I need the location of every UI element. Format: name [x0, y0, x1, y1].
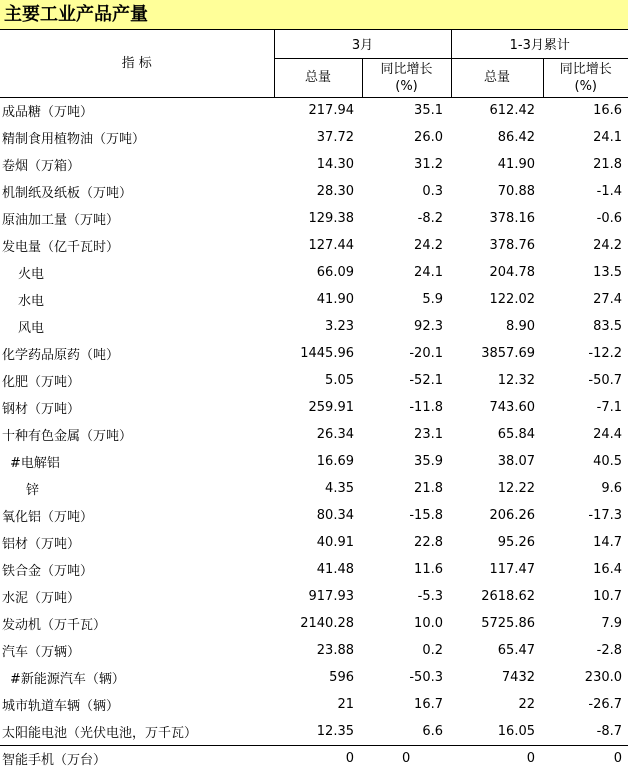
- table-row: [0, 529, 628, 556]
- row-march-yoy: 21.8: [414, 481, 443, 496]
- row-march-yoy: -52.1: [409, 373, 443, 388]
- row-cum-yoy: -12.2: [588, 346, 623, 361]
- row-cum-total: 16.05: [497, 723, 535, 739]
- row-cum-yoy: -26.7: [588, 697, 623, 712]
- row-march-total: 66.09: [316, 265, 354, 280]
- row-march-total: 37.72: [316, 130, 354, 145]
- row-march-total: 41.48: [316, 562, 354, 577]
- row-cum-yoy: 14.7: [593, 535, 623, 550]
- header-cum-yoy-label: 同比增长: [559, 61, 612, 77]
- row-march-yoy: -11.8: [409, 400, 443, 415]
- table-row: [0, 691, 628, 718]
- table-row: [0, 286, 628, 313]
- row-march-yoy: -20.1: [409, 346, 443, 361]
- row-cum-yoy: 7.9: [601, 616, 623, 631]
- row-cum-total: 12.22: [497, 481, 535, 496]
- header-cum-yoy: [543, 58, 628, 97]
- row-cum-total: 38.07: [497, 454, 535, 469]
- row-march-yoy: 0.3: [422, 184, 443, 199]
- header-indicator: 指 标: [0, 30, 274, 97]
- table-header: [0, 30, 628, 97]
- row-march-yoy: -8.2: [417, 211, 443, 226]
- row-cum-yoy: 9.6: [601, 481, 623, 496]
- row-march-yoy: 23.1: [414, 427, 443, 442]
- row-cum-yoy: 10.7: [593, 589, 623, 604]
- row-cum-yoy: 24.4: [593, 427, 623, 442]
- header-march-yoy-unit: (%): [395, 78, 418, 94]
- header-cumulative: 1-3月累计: [451, 30, 628, 58]
- row-march-total: 26.34: [316, 427, 354, 442]
- row-march-total: 0: [274, 745, 362, 772]
- row-cum-yoy: 0: [543, 745, 628, 772]
- row-march-total: 917.93: [308, 589, 354, 604]
- row-march-yoy: 0.2: [422, 643, 443, 658]
- row-name: 发电量（亿千瓦时）: [2, 240, 120, 255]
- row-march-yoy: 0: [362, 745, 451, 772]
- row-march-yoy: 10.0: [414, 616, 443, 631]
- row-cum-yoy: -7.1: [596, 400, 623, 415]
- row-cum-total: 117.47: [489, 562, 535, 577]
- row-march-total: 596: [329, 670, 354, 685]
- row-march-total: 23.88: [316, 643, 354, 658]
- table-row: [0, 178, 628, 205]
- row-march-yoy: 24.1: [414, 265, 443, 280]
- row-cum-total: 378.16: [489, 211, 535, 226]
- table-row: [0, 259, 628, 286]
- row-name: 太阳能电池（光伏电池，万千瓦）: [2, 725, 198, 741]
- table-row: [0, 421, 628, 448]
- table-row: [0, 610, 628, 637]
- row-march-total: 41.90: [316, 292, 354, 307]
- row-name: 十种有色金属（万吨）: [2, 429, 133, 444]
- row-cum-total: 378.76: [489, 238, 535, 253]
- row-cum-total: 0: [451, 745, 543, 772]
- row-cum-yoy: 21.8: [593, 157, 623, 172]
- table-row: [0, 394, 628, 421]
- row-name: 钢材（万吨）: [2, 402, 81, 417]
- row-march-total: 5.05: [325, 373, 354, 388]
- table-row: [0, 637, 628, 664]
- row-cum-total: 7432: [501, 670, 535, 685]
- row-march-total: 16.69: [316, 454, 354, 469]
- table-row: [0, 151, 628, 178]
- table-row: [0, 232, 628, 259]
- row-march-yoy: 31.2: [414, 157, 443, 172]
- row-cum-yoy: -17.3: [588, 508, 623, 523]
- header-march-total: 总量: [274, 58, 362, 97]
- row-cum-yoy: 230.0: [584, 670, 623, 685]
- row-march-yoy: 16.7: [414, 697, 443, 712]
- row-march-total: 28.30: [316, 184, 354, 199]
- row-march-total: 259.91: [308, 400, 354, 415]
- row-march-yoy: 6.6: [422, 723, 443, 739]
- page-title: 主要工业产品产量: [0, 0, 628, 30]
- row-cum-yoy: 24.1: [593, 130, 623, 145]
- row-name: 铁合金（万吨）: [2, 564, 94, 579]
- row-march-total: 3.23: [325, 319, 354, 334]
- row-cum-yoy: 40.5: [593, 454, 623, 469]
- row-cum-yoy: -50.7: [588, 373, 623, 388]
- row-march-yoy: 5.9: [422, 292, 443, 307]
- table-row: [0, 205, 628, 232]
- row-cum-total: 206.26: [489, 508, 535, 523]
- table-row: [0, 745, 628, 772]
- row-march-total: 4.35: [325, 481, 354, 496]
- row-march-total: 80.34: [316, 508, 354, 523]
- table-row: [0, 718, 628, 745]
- row-march-total: 12.35: [316, 723, 354, 739]
- row-name: 氧化铝（万吨）: [2, 510, 94, 525]
- row-name: 卷烟（万箱）: [2, 159, 81, 174]
- table-row: [0, 475, 628, 502]
- table-row: [0, 502, 628, 529]
- row-cum-yoy: -2.8: [596, 643, 623, 658]
- header-march-yoy: [362, 58, 451, 97]
- row-name: #新能源汽车（辆）: [10, 672, 125, 687]
- row-cum-total: 65.47: [497, 643, 535, 658]
- table-row: [0, 664, 628, 691]
- row-name: 锌: [26, 483, 40, 498]
- row-cum-total: 86.42: [497, 130, 535, 145]
- row-name: 原油加工量（万吨）: [2, 213, 120, 228]
- table-row: [0, 340, 628, 367]
- table-row: [0, 97, 628, 124]
- row-march-yoy: 92.3: [414, 319, 443, 334]
- row-name: 机制纸及纸板（万吨）: [2, 186, 133, 201]
- row-cum-total: 612.42: [489, 103, 535, 119]
- row-cum-yoy: 83.5: [593, 319, 623, 334]
- header-cum-yoy-unit: (%): [574, 78, 597, 94]
- row-cum-total: 70.88: [497, 184, 535, 199]
- row-cum-total: 5725.86: [481, 616, 535, 631]
- row-march-yoy: 22.8: [414, 535, 443, 550]
- row-name: 火电: [18, 267, 45, 282]
- row-cum-yoy: 16.6: [593, 103, 623, 119]
- row-cum-total: 95.26: [497, 535, 535, 550]
- row-name: 城市轨道车辆（辆）: [2, 699, 120, 714]
- row-cum-total: 743.60: [489, 400, 535, 415]
- table-row: [0, 367, 628, 394]
- row-cum-yoy: 16.4: [593, 562, 623, 577]
- row-cum-total: 2618.62: [481, 589, 535, 604]
- row-cum-yoy: -1.4: [596, 184, 623, 199]
- row-name: 化肥（万吨）: [2, 375, 81, 390]
- row-cum-total: 8.90: [506, 319, 535, 334]
- row-cum-total: 22: [518, 697, 535, 712]
- row-march-total: 21: [337, 697, 354, 712]
- row-cum-total: 122.02: [489, 292, 535, 307]
- row-name: 水泥（万吨）: [2, 591, 81, 606]
- row-name: 风电: [18, 321, 45, 336]
- header-march: 3月: [274, 30, 451, 58]
- row-cum-yoy: 13.5: [593, 265, 623, 280]
- row-cum-total: 41.90: [497, 157, 535, 172]
- row-march-yoy: -15.8: [409, 508, 443, 523]
- row-cum-total: 3857.69: [481, 346, 535, 361]
- row-march-total: 127.44: [308, 238, 354, 253]
- row-march-yoy: -50.3: [409, 670, 443, 685]
- row-cum-total: 204.78: [489, 265, 535, 280]
- row-cum-yoy: 27.4: [593, 292, 623, 307]
- row-name: 成品糖（万吨）: [2, 105, 94, 121]
- row-march-yoy: 11.6: [414, 562, 443, 577]
- row-name: 水电: [18, 294, 45, 309]
- row-march-total: 40.91: [316, 535, 354, 550]
- table-row: [0, 448, 628, 475]
- row-march-yoy: 26.0: [414, 130, 443, 145]
- row-name: 化学药品原药（吨）: [2, 348, 120, 363]
- row-name: 汽车（万辆）: [2, 645, 81, 660]
- row-march-total: 217.94: [308, 103, 354, 119]
- table-row: [0, 124, 628, 151]
- row-march-yoy: 35.1: [414, 103, 443, 119]
- row-march-total: 2140.28: [300, 616, 354, 631]
- row-march-total: 1445.96: [300, 346, 354, 361]
- row-name: #电解铝: [10, 456, 60, 471]
- row-march-total: 14.30: [316, 157, 354, 172]
- row-march-total: 129.38: [308, 211, 354, 226]
- row-cum-total: 65.84: [497, 427, 535, 442]
- table-body: [0, 97, 628, 772]
- row-march-yoy: 35.9: [414, 454, 443, 469]
- row-march-yoy: -5.3: [417, 589, 443, 604]
- header-cum-total: 总量: [451, 58, 543, 97]
- table-row: [0, 556, 628, 583]
- table-row: [0, 313, 628, 340]
- row-cum-yoy: -8.7: [596, 723, 623, 739]
- production-table: [0, 30, 628, 772]
- row-name: 发动机（万千瓦）: [2, 618, 107, 633]
- row-name: 铝材（万吨）: [2, 537, 81, 552]
- row-cum-total: 12.32: [497, 373, 535, 388]
- row-cum-yoy: 24.2: [593, 238, 623, 253]
- row-march-yoy: 24.2: [414, 238, 443, 253]
- table-row: [0, 583, 628, 610]
- row-cum-yoy: -0.6: [596, 211, 623, 226]
- row-name: 精制食用植物油（万吨）: [2, 132, 146, 147]
- row-name: 智能手机（万台）: [0, 745, 274, 772]
- header-march-yoy-label: 同比增长: [380, 61, 433, 77]
